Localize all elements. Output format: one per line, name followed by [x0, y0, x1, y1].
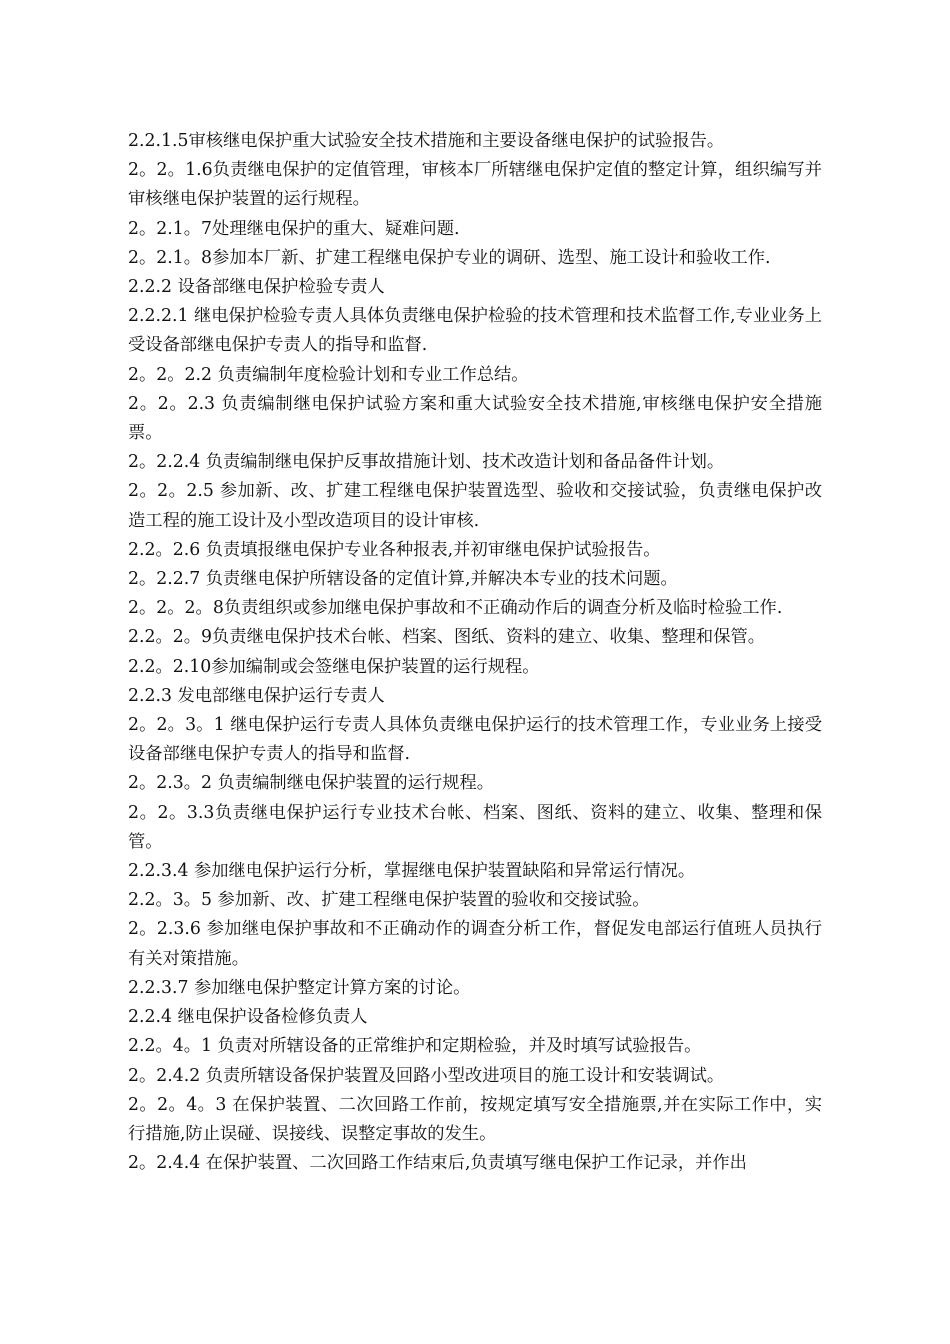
- paragraph: 2.2.2.1 继电保护检验专责人具体负责继电保护检验的技术管理和技术监督工作,专业业务上受设备部继电保护专责人的指导和监督.: [128, 306, 822, 356]
- paragraph: 2。2。2.3 负责编制继电保护试验方案和重大试验安全技术措施,审核继电保护安全措施票。: [128, 393, 822, 444]
- paragraph: 2。2。1.6负责继电保护的定值管理，审核本厂所辖继电保护定值的整定计算，组织编写并审核继电保护装置的运行规程。: [128, 160, 822, 210]
- paragraph: 2。2.3.6 参加继电保护事故和不正确动作的调查分析工作，督促发电部运行值班人员执行有关对策措施。: [128, 919, 822, 969]
- paragraph: 2。2.1。7处理继电保护的重大、疑难问题.: [128, 218, 460, 239]
- section-heading: 2.2.4 继电保护设备检修负责人: [128, 1007, 368, 1028]
- paragraph: 2.2。2.10参加编制或会签继电保护装置的运行规程。: [128, 656, 540, 677]
- paragraph: 2.2.3.7 参加继电保护整定计算方案的讨论。: [128, 977, 471, 998]
- paragraph: 2。2。2。8负责组织或参加继电保护事故和不正确动作后的调查分析及临时检验工作.: [128, 598, 783, 619]
- document-body: [128, 127, 822, 1178]
- paragraph: 2。2.4.4 在保护装置、二次回路工作结束后,负责填写继电保护工作记录，并作出: [128, 1153, 747, 1174]
- paragraph: 2。2.4.2 负责所辖设备保护装置及回路小型改进项目的施工设计和安装调试。: [128, 1065, 725, 1086]
- paragraph: 2.2.3.4 参加继电保护运行分析，掌握继电保护装置缺陷和异常运行情况。: [128, 861, 696, 882]
- paragraph: 2。2.2.4 负责编制继电保护反事故措施计划、技术改造计划和备品备件计划。: [128, 452, 725, 473]
- section-heading: 2.2.2 设备部继电保护检验专责人: [128, 277, 385, 298]
- paragraph: 2。2.3。2 负责编制继电保护装置的运行规程。: [128, 773, 495, 794]
- paragraph: 2。2。3.3负责继电保护运行专业技术台帐、档案、图纸、资料的建立、收集、整理和保管。: [128, 802, 822, 852]
- paragraph: 2.2.1.5审核继电保护重大试验安全技术措施和主要设备继电保护的试验报告。: [128, 131, 725, 151]
- paragraph: 2。2。4。3 在保护装置、二次回路工作前，按规定填写安全措施票,并在实际工作中，实行措施,防止误碰、误接线、误整定事故的发生。: [128, 1094, 822, 1144]
- section-heading: 2.2.3 发电部继电保护运行专责人: [128, 685, 385, 706]
- paragraph: 2。2.2.7 负责继电保护所辖设备的定值计算,并解决本专业的技术问题。: [128, 569, 678, 590]
- paragraph: 2。2。2.5 参加新、改、扩建工程继电保护装置选型、验收和交接试验，负责继电保护改造工程的施工设计及小型改造项目的设计审核.: [128, 481, 822, 531]
- paragraph: 2.2。2。9负责继电保护技术台帐、档案、图纸、资料的建立、收集、整理和保管。: [128, 627, 766, 648]
- paragraph: 2.2。4。1 负责对所辖设备的正常维护和定期检验，并及时填写试验报告。: [128, 1036, 702, 1057]
- paragraph: 2.2。3。5 参加新、改、扩建工程继电保护装置的验收和交接试验。: [128, 890, 650, 911]
- paragraph: 2。2.1。8参加本厂新、扩建工程继电保护专业的调研、选型、施工设计和验收工作.: [128, 247, 771, 268]
- paragraph: 2.2。2.6 负责填报继电保护专业各种报表,并初审继电保护试验报告。: [128, 539, 661, 560]
- paragraph: 2。2。3。1 继电保护运行专责人具体负责继电保护运行的技术管理工作，专业业务上接受设备部继电保护专责人的指导和监督.: [128, 715, 822, 765]
- paragraph: 2。2。2.2 负责编制年度检验计划和专业工作总结。: [128, 364, 529, 385]
